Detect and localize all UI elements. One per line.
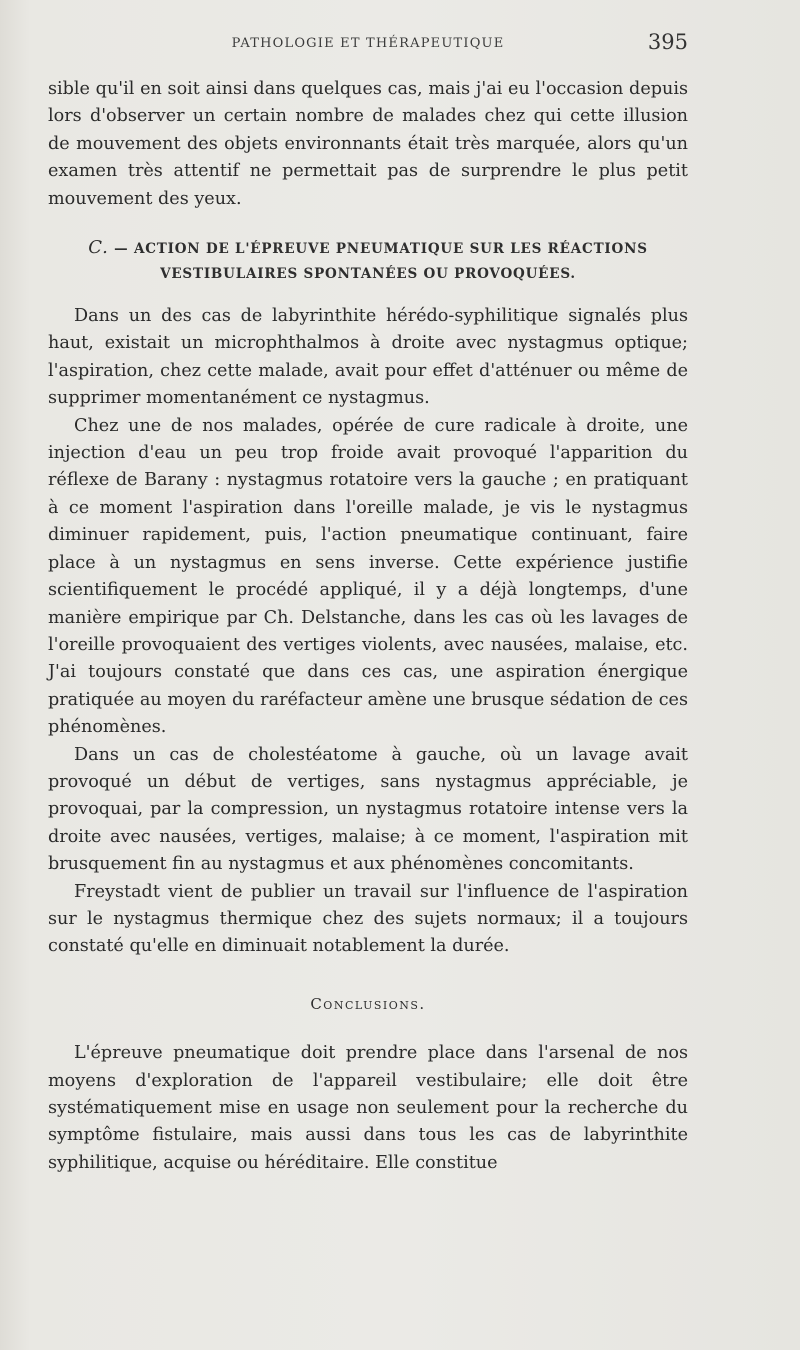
section-heading-c — [48, 235, 688, 287]
page-number: 395 — [647, 30, 688, 54]
paragraph: Chez une de nos malades, opérée de cure radicale à droite, une injection d'eau un peu trop froide avait provoqué l'apparition du réflexe de Barany : nystagmus rotatoire vers la gauche ; en pratiquant à ce moment l'aspiration dans l'oreille malade, je vis le nystagmus diminuer rapidement, puis, l'action pneumatique continuant, faire place à un nystagmus en sens inverse. Cette expérience justifie scientifiquement le procédé appliqué, il y a déjà longtemps, d'une manière empirique par Ch. Delstanche, dans les cas où les lavages de l'oreille provoquaient des vertiges violents, avec nausées, malaise, etc. J'ai toujours constaté que dans ces cas, une aspiration énergique pratiquée au moyen du raréfacteur amène une brusque sédation de ces phénomènes. — [48, 415, 688, 738]
paragraph-conclusions: L'épreuve pneumatique doit prendre place dans l'arsenal de nos moyens d'exploration de l'appareil vestibulaire; elle doit être systématiquement mise en usage non seulement pour la recherche du symptôme fistulaire, mais aussi dans tous les cas de labyrinthite syphilitique, acquise ou héréditaire. Elle constitue — [48, 1043, 688, 1173]
paragraph-continuation: sible qu'il en soit ainsi dans quelques cas, mais j'ai eu l'occasion depuis lors d'observer un certain nombre de malades chez qui cette illusion de mouvement des objets environnants était très marquée, alors qu'un examen très attentif ne permettait pas de surprendre le plus petit mouvement des yeux. — [48, 79, 688, 209]
section-letter: C. — [88, 237, 109, 259]
body-text — [48, 76, 688, 1177]
page-header — [48, 30, 688, 60]
paragraph: Dans un cas de cholestéatome à gauche, où un lavage avait provoqué un début de vertiges, sans nystagmus appréciable, je provoquai, par la compression, un nystagmus rotatoire intense vers la droite avec nausées, vertiges, malaise; à ce moment, l'aspiration mit brusquement fin au nystagmus et aux phénomènes concomitants. — [48, 744, 688, 875]
section-title-line1: ACTION DE L'ÉPREUVE PNEUMATIQUE SUR LES RÉACTIONS — [133, 241, 648, 258]
section-dash: — — [114, 241, 129, 258]
running-head: PATHOLOGIE ET THÉRAPEUTIQUE — [231, 36, 505, 51]
paragraph: Freystadt vient de publier un travail sur l'influence de l'aspiration sur le nystagmus thermique chez des sujets normaux; il a toujours constaté qu'elle en diminuait notablement la durée. — [48, 881, 688, 957]
conclusions-heading: Conclusions. — [310, 994, 426, 1013]
section-title-line2: VESTIBULAIRES SPONTANÉES OU PROVOQUÉES. — [160, 266, 576, 283]
paragraph: Dans un des cas de labyrinthite hérédo-syphilitique signalés plus haut, existait un microphthalmos à droite avec nystagmus optique; l'aspiration, chez cette malade, avait pour effet d'atténuer ou même de supprimer momentanément ce nystagmus. — [48, 306, 688, 409]
